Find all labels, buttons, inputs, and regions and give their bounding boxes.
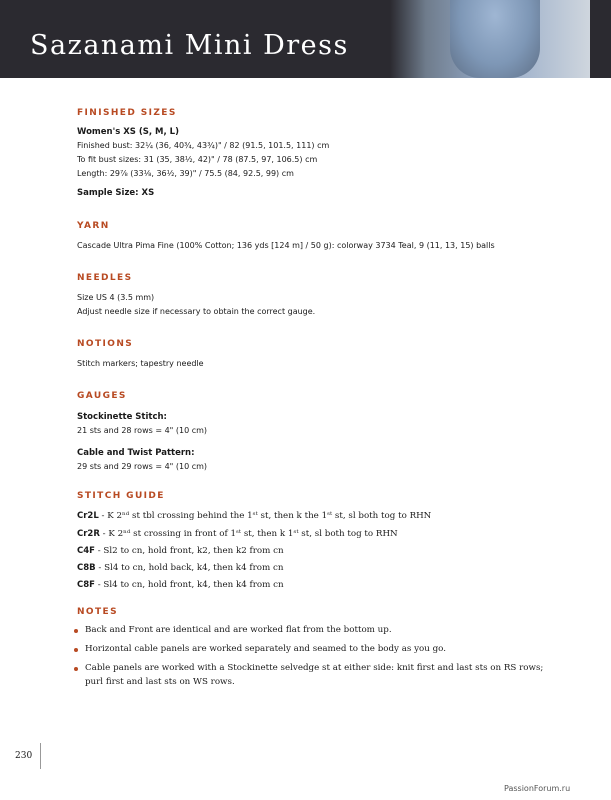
stitch-code: Cr2R [77,529,100,539]
page-header [0,0,611,78]
stitch-desc: - Sl4 to cn, hold back, k4, then k4 from cn [95,563,284,573]
watermark: PassionForum.ru [504,784,571,793]
needle-size: Size US 4 (3.5 mm) [77,293,155,302]
notions-text: Stitch markers; tapestry needle [77,359,204,368]
yarn-text: Cascade Ultra Pima Fine (100% Cotton; 136 yds [124 m] / 50 g): colorway 3734 Teal, 9 (11, 13, 15) balls [77,241,495,250]
length: Length: 29⅞ (33⅛, 36½, 39)" / 75.5 (84, 92.5, 99) cm [77,169,294,178]
stitch-desc: - Sl4 to cn, hold front, k4, then k4 from cn [94,580,284,590]
sample-size: Sample Size: XS [77,188,155,198]
gauges-heading: GAUGES [77,391,127,401]
stitch-code: C4F [77,546,95,556]
page-title: Sazanami Mini Dress [30,30,349,61]
stitch-guide-item [77,525,398,540]
stitch-desc: - Sl2 to cn, hold front, k2, then k2 from cn [94,546,284,556]
bullet-icon [74,629,78,633]
stitch-guide-heading: STITCH GUIDE [77,491,165,501]
stitch-guide-item [77,576,284,591]
needles-heading: NEEDLES [77,273,133,283]
yarn-heading: YARN [77,221,110,231]
womens-sizes: Women's XS (S, M, L) [77,127,179,137]
bullet-icon [74,648,78,652]
stitch-code: C8B [77,563,96,573]
cable-value: 29 sts and 29 rows = 4" (10 cm) [77,462,208,471]
cable-title: Cable and Twist Pattern: [77,448,195,458]
stitch-guide-item [77,507,431,522]
stitch-code: Cr2L [77,511,99,521]
notions-heading: NOTIONS [77,339,134,349]
needle-adjust: Adjust needle size if necessary to obtain the correct gauge. [77,307,316,316]
note-item: Horizontal cable panels are worked separately and seamed to the body as you go. [85,644,447,654]
stitch-guide-item [77,559,283,574]
page-number-rule [40,743,41,769]
dress-photo [450,0,540,78]
note-item-continued: purl first and last sts on WS rows. [85,677,235,687]
stitch-code: C8F [77,580,95,590]
stockinette-title: Stockinette Stitch: [77,412,167,422]
stitch-desc: - K 2ⁿᵈ st crossing in front of 1ˢᵗ st, then k 1ˢᵗ st, sl both tog to RHN [99,529,398,539]
stitch-desc: - K 2ⁿᵈ st tbl crossing behind the 1ˢᵗ st, then k the 1ˢᵗ st, sl both tog to RHN [98,511,432,521]
stockinette-value: 21 sts and 28 rows = 4" (10 cm) [77,426,208,435]
finished-bust: Finished bust: 32¼ (36, 40¾, 43¾)" / 82 (91.5, 101.5, 111) cm [77,141,330,150]
fit-bust: To fit bust sizes: 31 (35, 38½, 42)" / 78 (87.5, 97, 106.5) cm [77,155,318,164]
notes-heading: NOTES [77,607,118,617]
note-item: Back and Front are identical and are worked flat from the bottom up. [85,625,392,635]
bullet-icon [74,667,78,671]
finished-sizes-heading: FINISHED SIZES [77,108,177,118]
page-number: 230 [15,751,33,761]
note-item: Cable panels are worked with a Stockinette selvedge st at either side: knit first and last sts on RS rows; [85,663,544,673]
stitch-guide-item [77,542,284,557]
